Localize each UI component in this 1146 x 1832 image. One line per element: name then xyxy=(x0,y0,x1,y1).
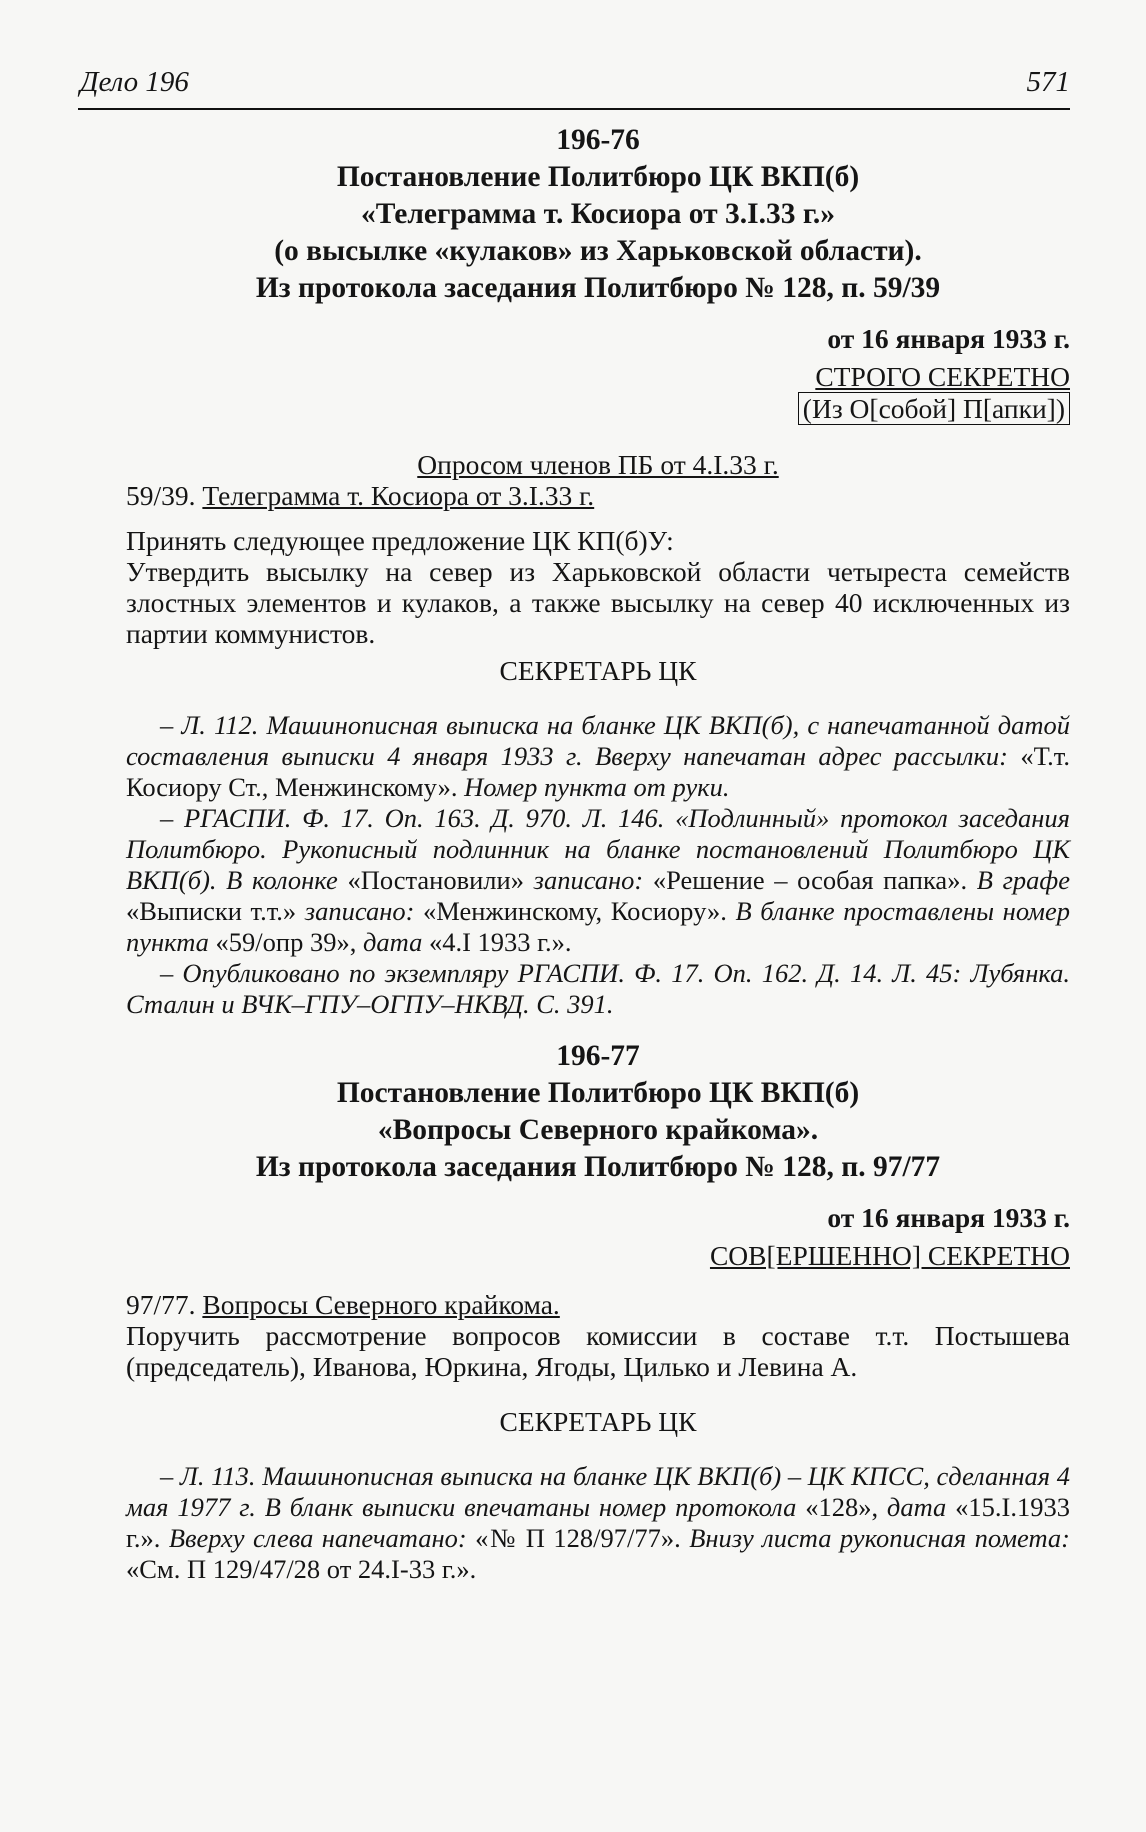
note-text-run: Вверху слева напечатано: xyxy=(160,1523,476,1553)
doc1-notes xyxy=(126,710,1070,1020)
doc1-classification: СТРОГО СЕКРЕТНО xyxy=(815,361,1070,392)
doc1-title-line-4: Из протокола заседания Политбюро № 128, п. 59/39 xyxy=(255,272,941,304)
doc1-item-number: 59/39. xyxy=(126,480,196,511)
note-text-run: «128», xyxy=(805,1492,879,1522)
doc2-item-number: 97/77. xyxy=(126,1289,196,1320)
note-text-run: – Л. 113. Машинописная выписка на бланке ЦК ВКП(б) – ЦК КПСС, сделанная 4 мая 1977 г. В бланк выписки впечатаны номер протокола xyxy=(126,1461,1070,1522)
note-text-run: записано: xyxy=(296,896,424,926)
doc1-number: 196-76 xyxy=(556,124,640,156)
doc2-date: от 16 января 1933 г. xyxy=(827,1202,1070,1233)
doc1-item-line xyxy=(126,480,1070,511)
note-text-run: записано: xyxy=(523,865,653,895)
note-text-run: – Опубликовано по экземпляру РГАСПИ. Ф. 17. Оп. 162. Д. 14. Л. 45: Лубянка. Сталин и ВЧК–ГПУ–ОГПУ–НКВД. С. 391. xyxy=(126,958,1070,1019)
doc1-title-line-3: (о высылке «кулаков» из Харьковской области). xyxy=(274,235,922,267)
note-text-run: – РГАСПИ. Ф. 17. Оп. 163. Д. 970. Л. 146. «Подлинный» протокол заседания Политбюро. Рукописный подлинник на бланке постановлений Политбюро ЦК ВКП(б). В колонке xyxy=(126,803,1070,895)
note-text-run: «Выписки т.т.» xyxy=(126,896,297,926)
doc1-item-title: Телеграмма т. Косиора от 3.I.33 г. xyxy=(202,480,595,511)
running-header-case: Дело 196 xyxy=(80,66,189,98)
page-content xyxy=(126,116,1070,1585)
note-text-run: дата xyxy=(878,1492,956,1522)
doc2-note-1 xyxy=(126,1461,1070,1585)
doc2-body: Поручить рассмотрение вопросов комиссии в составе т.т. Постышева (председатель), Иванова, Юркина, Ягоды, Цилько и Левина А. xyxy=(126,1320,1070,1382)
doc2-classification-block xyxy=(126,1240,1070,1271)
doc1-classification-block xyxy=(126,361,1070,425)
note-text-run: – Л. 112. Машинописная выписка на бланке ЦК ВКП(б), с напечатанной датой составления выписки 4 января 1933 г. Вверху напечатан адрес рассылки: xyxy=(126,710,1070,771)
doc2-title-line-3: Из протокола заседания Политбюро № 128, п. 97/77 xyxy=(255,1151,941,1183)
doc2-title-line-2: «Вопросы Северного крайкома». xyxy=(377,1114,819,1146)
doc1-note-3 xyxy=(126,958,1070,1020)
note-text-run: «Т.т. Косиору Ст., Менжинскому». xyxy=(126,741,1070,802)
doc1-date: от 16 января 1933 г. xyxy=(827,323,1070,354)
note-text-run: «59/опр 39», xyxy=(215,927,357,957)
note-text-run: «4.I 1933 г.». xyxy=(428,927,572,957)
doc1-folder: (Из О[собой] П[апки]) xyxy=(798,392,1070,425)
doc1-poll: Опросом членов ПБ от 4.I.33 г. xyxy=(417,449,779,480)
note-text-run: «См. П 129/47/28 от 24.I-33 г.». xyxy=(126,1554,477,1584)
page-number: 571 xyxy=(1026,66,1070,98)
note-text-run: «№ П 128/97/77». xyxy=(475,1523,681,1553)
doc2-signature: СЕКРЕТАРЬ ЦК xyxy=(499,1406,697,1437)
doc2-item-line xyxy=(126,1289,1070,1320)
doc1-poll-line xyxy=(126,449,1070,480)
note-text-run: В графе xyxy=(967,865,1070,895)
note-text-run: «Менжинскому, Косиору». xyxy=(423,896,727,926)
note-text-run: «Решение – особая папка». xyxy=(652,865,968,895)
doc1-signature: СЕКРЕТАРЬ ЦК xyxy=(499,655,697,686)
note-text-run: Внизу листа рукописная помета: xyxy=(680,1523,1070,1553)
doc1-intro: Принять следующее предложение ЦК КП(б)У: xyxy=(126,525,674,556)
note-text-run: В бланке проставлены номер пункта xyxy=(126,896,1070,957)
doc2-title-line-1: Постановление Политбюро ЦК ВКП(б) xyxy=(336,1077,860,1109)
doc2-classification: СОВ[ЕРШЕННО] СЕКРЕТНО xyxy=(709,1240,1070,1271)
header-rule xyxy=(78,108,1070,110)
doc1-body: Утвердить высылку на север из Харьковской области четыреста семейств злостных элементов и кулаков, а также высылку на север 40 исключенных из партии коммунистов. xyxy=(126,556,1070,649)
note-text-run: Номер пункта от руки. xyxy=(457,772,730,802)
doc1-note-2 xyxy=(126,803,1070,958)
doc2-number: 196-77 xyxy=(556,1040,640,1072)
note-text-run: «Постановили» xyxy=(347,865,524,895)
note-text-run: дата xyxy=(356,927,429,957)
doc1-title-line-1: Постановление Политбюро ЦК ВКП(б) xyxy=(336,161,860,193)
note-text-run: «15.I.1933 г.». xyxy=(126,1492,1070,1553)
doc1-heading xyxy=(126,122,1070,307)
doc2-heading xyxy=(126,1038,1070,1186)
doc2-item-title: Вопросы Северного крайкома. xyxy=(202,1289,560,1320)
doc1-note-1 xyxy=(126,710,1070,803)
doc1-title-line-2: «Телеграмма т. Косиора от 3.I.33 г.» xyxy=(360,198,836,230)
doc2-notes xyxy=(126,1461,1070,1585)
